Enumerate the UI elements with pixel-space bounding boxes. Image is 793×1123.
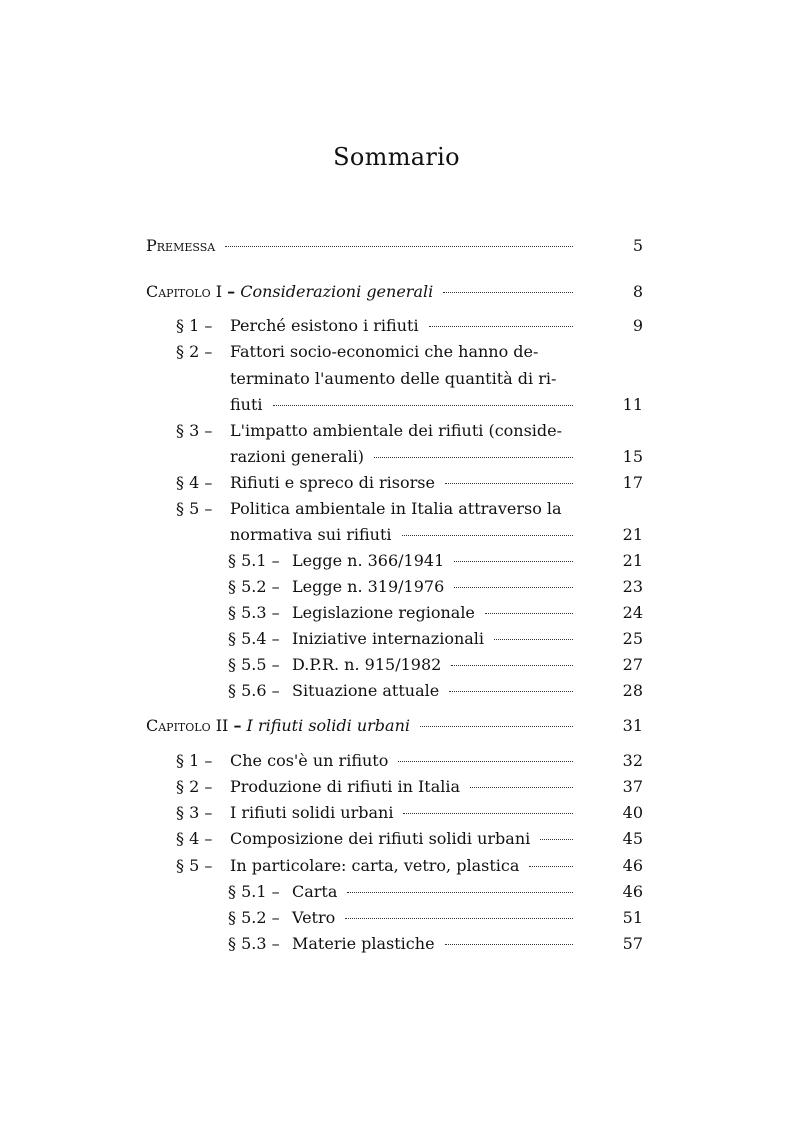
page-title: Sommario: [333, 143, 460, 171]
section-title-line: normativa sui rifiuti: [230, 525, 392, 544]
toc-entry-page: 28: [622, 681, 643, 700]
toc-section: [176, 473, 643, 492]
toc-entry-page: 11: [622, 395, 643, 414]
subsection-number: § 5.1 –: [228, 882, 280, 901]
section-title-line: Fattori socio-economici che hanno de-: [230, 342, 539, 361]
section-title: Produzione di rifiuti in Italia: [230, 777, 461, 796]
toc-entry-page: 57: [622, 934, 643, 953]
toc-entry-page: 15: [622, 447, 643, 466]
toc-entry-page: 32: [622, 751, 643, 770]
subsection-title: Legge n. 319/1976: [292, 577, 445, 596]
toc-chapter-label: [146, 282, 433, 301]
chapter-name: I rifiuti solidi urbani: [246, 716, 410, 735]
toc-subsection: [228, 882, 643, 901]
section-title-line: Politica ambientale in Italia attraverso la: [230, 499, 562, 518]
section-title-line: L'impatto ambientale dei rifiuti (conside-: [230, 421, 563, 440]
toc-entry-page: 25: [622, 629, 643, 648]
toc-entry-page: 46: [622, 882, 643, 901]
toc-entry-page: 45: [622, 829, 643, 848]
toc-entry-page: 51: [622, 908, 643, 927]
toc-subsection: [228, 681, 643, 700]
subsection-title: Carta: [292, 882, 338, 901]
section-number: § 2 –: [176, 777, 213, 796]
toc-entry-page: 5: [632, 236, 643, 255]
section-title: In particolare: carta, vetro, plastica: [230, 856, 520, 875]
subsection-number: § 5.3 –: [228, 603, 280, 622]
section-title-line: razioni generali): [230, 447, 365, 466]
dot-leader: [345, 918, 573, 919]
section-title: Perché esistono i rifiuti: [230, 316, 419, 335]
dot-leader: [347, 892, 573, 893]
dot-leader: [403, 813, 573, 814]
toc-entry-page: 21: [622, 525, 643, 544]
dot-leader: [454, 587, 573, 588]
section-title: Composizione dei rifiuti solidi urbani: [230, 829, 531, 848]
section-title-line: fiuti: [230, 395, 263, 414]
toc-section: [176, 856, 643, 875]
subsection-title: Iniziative internazionali: [292, 629, 485, 648]
section-number: § 4 –: [176, 829, 213, 848]
chapter-dash: –: [227, 282, 236, 301]
toc-entry-page: 24: [622, 603, 643, 622]
section-number: § 5 –: [176, 499, 213, 518]
toc-section-cont: [230, 525, 643, 544]
toc-entry-page: 21: [622, 551, 643, 570]
toc-section: [176, 342, 579, 361]
section-title-line: terminato l'aumento delle quantità di ri-: [230, 369, 557, 388]
section-number: § 4 –: [176, 473, 213, 492]
toc-section: [176, 777, 643, 796]
toc-chapter-label: [146, 716, 410, 735]
dot-leader: [402, 535, 573, 536]
toc-subsection: [228, 934, 643, 953]
section-title: Che cos'è un rifiuto: [230, 751, 389, 770]
dot-leader: [445, 944, 573, 945]
dot-leader: [529, 866, 573, 867]
dot-leader: [429, 326, 573, 327]
subsection-title: Vetro: [292, 908, 336, 927]
dot-leader: [454, 561, 573, 562]
subsection-title: D.P.R. n. 915/1982: [292, 655, 442, 674]
toc-subsection: [228, 629, 643, 648]
toc-section: [176, 421, 579, 440]
dot-leader: [374, 457, 573, 458]
dot-leader: [449, 691, 573, 692]
dot-leader: [443, 292, 573, 293]
chapter-prefix: Capitolo II: [146, 716, 229, 735]
subsection-title: Legge n. 366/1941: [292, 551, 445, 570]
dot-leader: [398, 761, 573, 762]
dot-leader: [273, 405, 573, 406]
toc-subsection: [228, 655, 643, 674]
dot-leader: [445, 483, 573, 484]
toc-entry-page: 37: [622, 777, 643, 796]
toc-subsection: [228, 551, 643, 570]
section-number: § 1 –: [176, 751, 213, 770]
toc-entry-page: 17: [622, 473, 643, 492]
toc-section-cont: [230, 395, 643, 414]
toc-subsection: [228, 603, 643, 622]
toc-entry-page: 40: [622, 803, 643, 822]
subsection-title: Legislazione regionale: [292, 603, 475, 622]
section-title: Rifiuti e spreco di risorse: [230, 473, 435, 492]
dot-leader: [494, 639, 573, 640]
dot-leader: [485, 613, 573, 614]
section-title: I rifiuti solidi urbani: [230, 803, 394, 822]
toc-section: [176, 829, 643, 848]
toc-section: [176, 751, 643, 770]
toc-entry-page: 9: [632, 316, 643, 335]
dot-leader: [540, 839, 573, 840]
toc-entry-page: 27: [622, 655, 643, 674]
toc-section: [176, 316, 643, 335]
subsection-number: § 5.2 –: [228, 908, 280, 927]
toc-entry-page: 31: [622, 716, 643, 735]
toc-entry-page: 23: [622, 577, 643, 596]
subsection-number: § 5.6 –: [228, 681, 280, 700]
section-number: § 3 –: [176, 803, 213, 822]
section-number: § 1 –: [176, 316, 213, 335]
subsection-number: § 5.4 –: [228, 629, 280, 648]
toc-subsection: [228, 577, 643, 596]
toc-entry-page: 46: [622, 856, 643, 875]
subsection-number: § 5.1 –: [228, 551, 280, 570]
dot-leader: [451, 665, 573, 666]
subsection-number: § 5.3 –: [228, 934, 280, 953]
chapter-name: Considerazioni generali: [240, 282, 434, 301]
toc-section: [176, 499, 579, 518]
subsection-number: § 5.2 –: [228, 577, 280, 596]
toc-section: [176, 803, 643, 822]
toc-section-cont: [230, 447, 643, 466]
dot-leader: [225, 246, 573, 247]
section-number: § 3 –: [176, 421, 213, 440]
toc-subsection: [228, 908, 643, 927]
subsection-title: Situazione attuale: [292, 681, 440, 700]
subsection-number: § 5.5 –: [228, 655, 280, 674]
dot-leader: [470, 787, 573, 788]
toc-entry-premessa: [146, 236, 643, 255]
chapter-prefix: Capitolo I: [146, 282, 223, 301]
toc-entry-page: 8: [632, 282, 643, 301]
toc-entry-label: Premessa: [146, 236, 216, 255]
toc-chapter-2: [146, 716, 643, 735]
section-number: § 5 –: [176, 856, 213, 875]
subsection-title: Materie plastiche: [292, 934, 435, 953]
dot-leader: [420, 726, 573, 727]
toc-chapter-1: [146, 282, 643, 301]
section-number: § 2 –: [176, 342, 213, 361]
chapter-dash: –: [233, 716, 242, 735]
